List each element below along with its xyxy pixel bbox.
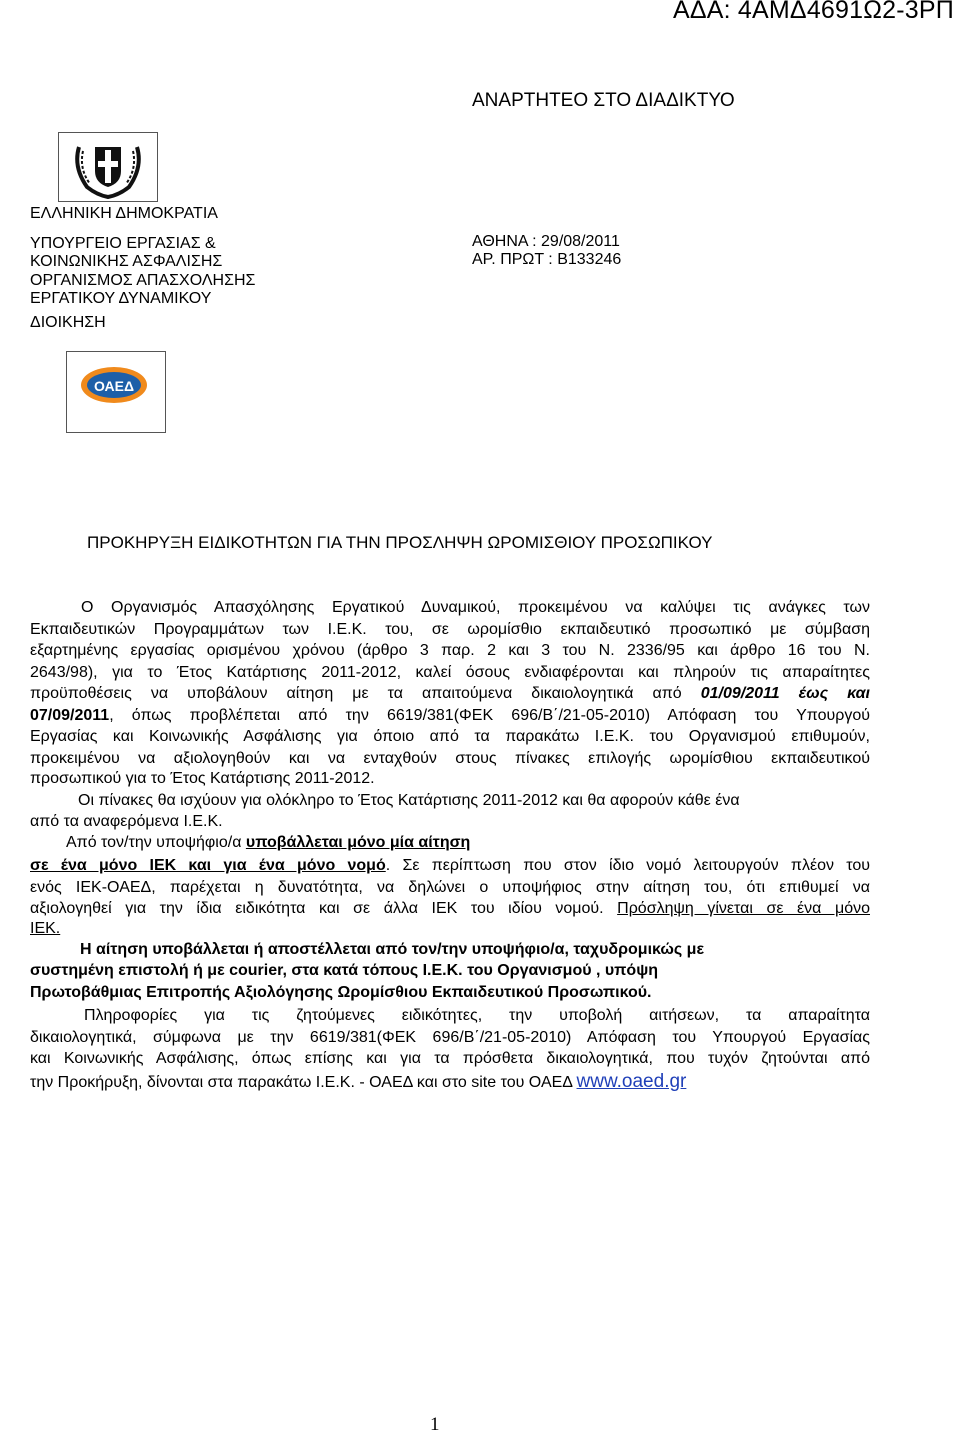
org-line-1: ΟΡΓΑΝΙΣΜΟΣ ΑΠΑΣΧΟΛΗΣΗΣ	[30, 272, 256, 289]
protocol-number: ΑΡ. ΠΡΩΤ : Β133246	[472, 251, 622, 268]
ministry-line-1: ΥΠΟΥΡΓΕΙΟ ΕΡΓΑΣΙΑΣ &	[30, 235, 216, 252]
body-line-text: την Προκήρυξη, δίνονται στα παρακάτω Ι.Ε.Κ. - ΟΑΕΔ και στο site του ΟΑΕΔ	[30, 1074, 577, 1091]
body-line	[30, 855, 870, 877]
body-line: Εργασίας και Κοινωνικής Ασφάλισης για όποιο από τα παρακάτω Ι.Ε.Κ. του Οργανισμού επιθυμούν,	[30, 728, 870, 745]
body-line: ΙΕΚ.	[30, 920, 61, 937]
page-number: 1	[430, 1414, 440, 1435]
hiring-note: Πρόσληψη γίνεται σε ένα μόνο	[617, 900, 870, 917]
body-line	[30, 898, 870, 920]
body-paragraph-1	[30, 597, 870, 769]
posted-label: ΑΝΑΡΤΗΤΕΟ ΣΤΟ ΔΙΑΔΙΚΤΥΟ	[472, 90, 735, 111]
body-line-text: . Σε περίπτωση που στον ίδιο νομό λειτουργούν πλέον του	[385, 857, 870, 874]
org-line-2: ΕΡΓΑΤΙΚΟΥ ΔΥΝΑΜΙΚΟΥ	[30, 290, 212, 307]
start-date: 01/09/2011 έως και	[700, 685, 870, 702]
body-line: 2643/98), για το Έτος Κατάρτισης 2011-2012, καλεί όσους ενδιαφέρονται και πληρούν τις απαραίτητες	[30, 663, 870, 681]
body-line: Εκπαιδευτικών Προγραμμάτων των Ι.Ε.Κ. του, σε ωρομίσθιο εκπαιδευτικό προσωπικό με σύμβαση	[30, 620, 870, 638]
body-line	[30, 705, 870, 727]
body-line: Πληροφορίες για τις ζητούμενες ειδικότητες, την υποβολή αιτήσεων, τα απαραίτητα	[84, 1007, 870, 1024]
body-line: προκειμένου να αξιολογηθούν και να ενταχθούν στους πίνακες επιλογής ωρομίσθιου εκπαιδευτικού	[30, 749, 870, 767]
ada-code: ΑΔΑ: 4ΑΜΔ4691Ω2-3ΡΠ	[672, 0, 954, 24]
submission-line-2: συστημένη επιστολή ή με courier, στα κατά τόπους Ι.Ε.Κ. του Οργανισμού , υπόψη	[30, 962, 659, 979]
administration-label: ΔΙΟΙΚΗΣΗ	[30, 314, 106, 331]
body-line-text: προϋποθέσεις να υποβάλουν αίτηση με τα απαιτούμενα δικαιολογητικά από	[30, 685, 701, 702]
oaed-logo-text: ΟΑΕΔ	[93, 378, 135, 394]
announcement-title: ΠΡΟΚΗΡΥΞΗ ΕΙΔΙΚΟΤΗΤΩΝ ΓΙΑ ΤΗΝ ΠΡΟΣΛΗΨΗ ΩΡΟΜΙΣΘΙΟΥ ΠΡΟΣΩΠΙΚΟΥ	[87, 533, 713, 552]
body-line: και Κοινωνικής Ασφάλισης, όπως επίσης και για τα πρόσθετα δικαιολογητικά, που τυχόν ζητούνται από	[30, 1050, 870, 1067]
body-line: ενός ΙΕΚ-ΟΑΕΔ, παρέχεται η δυνατότητα, να δηλώνει ο υποψήφιος στην αίτηση του, ότι επιθυμεί να	[30, 878, 870, 896]
submission-line-1: Η αίτηση υποβάλλεται ή αποστέλλεται από τον/την υποψήφιο/α, ταχυδρομικώς με	[80, 941, 705, 958]
coat-of-arms-emblem	[58, 132, 158, 202]
body-paragraph-3	[30, 1005, 870, 1070]
document-date: ΑΘΗΝΑ : 29/08/2011	[472, 233, 620, 250]
oaed-logo	[66, 351, 166, 433]
single-application-note: υποβάλλεται μόνο μία αίτηση	[245, 834, 471, 851]
body-line: από τα αναφερόμενα Ι.Ε.Κ.	[30, 813, 223, 830]
body-line	[30, 1071, 686, 1093]
body-line: προσωπικού για το Έτος Κατάρτισης 2011-2012.	[30, 770, 375, 787]
body-line-text: Από τον/την υποψήφιο/α	[66, 834, 246, 851]
oaed-website-link[interactable]: www.oaed.gr	[576, 1071, 687, 1092]
body-line: Οι πίνακες θα ισχύουν για ολόκληρο το Έτος Κατάρτισης 2011-2012 και θα αφορούν κάθε ένα	[78, 792, 740, 809]
single-iek-note: σε ένα μόνο ΙΕΚ και για ένα μόνο νομό	[30, 857, 386, 874]
body-line	[30, 683, 870, 705]
republic-name: ΕΛΛΗΝΙΚΗ ΔΗΜΟΚΡΑΤΙΑ	[30, 205, 218, 222]
submission-line-3: Πρωτοβάθμιας Επιτροπής Αξιολόγησης Ωρομίσθιου Εκπαιδευτικού Προσωπικού.	[30, 984, 652, 1001]
ministry-line-2: ΚΟΙΝΩΝΙΚΗΣ ΑΣΦΑΛΙΣΗΣ	[30, 253, 223, 270]
body-line: Ο Οργανισμός Απασχόλησης Εργατικού Δυναμικού, προκειμένου να καλύψει τις ανάγκες των	[81, 599, 870, 616]
body-line-text: , όπως προβλέπεται από την 6619/381(ΦΕΚ 696/Β΄/21-05-2010) Απόφαση του Υπουργού	[109, 706, 870, 724]
body-line-text: αξιολογηθεί για την ίδια ειδικότητα και σε άλλα ΙΕΚ του ιδίου νομού.	[30, 900, 618, 917]
body-paragraph-2	[30, 855, 870, 920]
end-date: 07/09/2011	[30, 706, 110, 724]
body-line: εξαρτημένης εργασίας ορισμένου χρόνου (άρθρο 3 παρ. 2 και 3 του Ν. 2336/95 και άρθρο 16 του Ν.	[30, 642, 870, 659]
body-line	[66, 834, 470, 852]
body-line: δικαιολογητικά, σύμφωνα με την 6619/381(ΦΕΚ 696/Β΄/21-05-2010) Απόφαση του Υπουργού Εργασίας	[30, 1028, 870, 1046]
